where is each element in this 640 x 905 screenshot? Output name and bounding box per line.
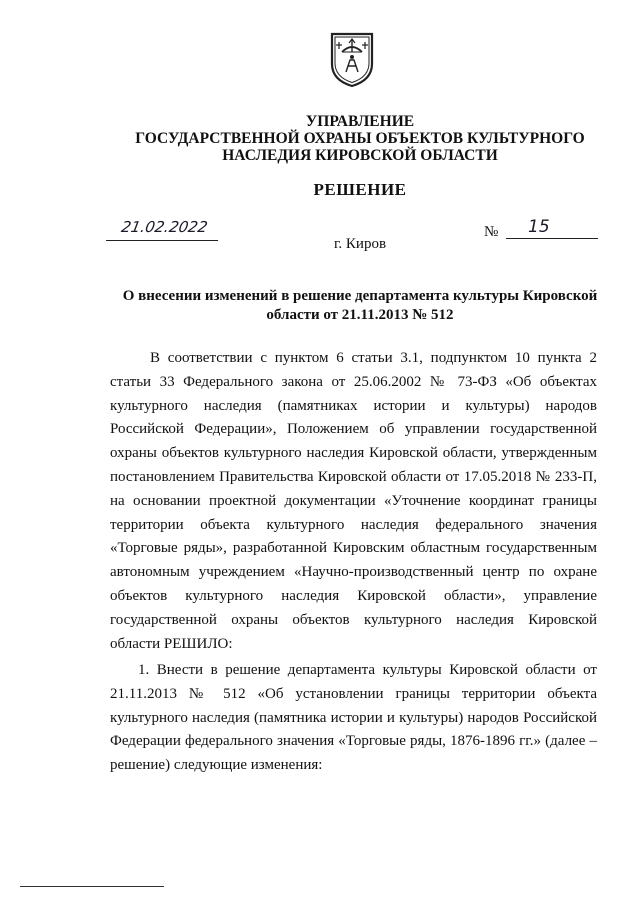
agency-name-line-3: НАСЛЕДИЯ КИРОВСКОЙ ОБЛАСТИ [222, 147, 498, 164]
number-label: № [484, 224, 499, 240]
document-subject: О внесении изменений в решение департамента культуры Кировской области от 21.11.2013 № 512 [122, 288, 598, 323]
city: г. Киров [333, 236, 387, 252]
footnote-divider [20, 886, 164, 887]
document-type-title: РЕШЕНИЕ [313, 180, 407, 199]
handwritten-date: 21.02.2022 [106, 218, 222, 241]
agency-name-line-1: УПРАВЛЕНИЕ [305, 113, 415, 130]
body-paragraph-2: 1. Внести в решение департамента культуры Кировской области от 21.11.2013 № 512 «Об установлении границы территории объекта культурного наследия (памятника истории и культуры) народов Российской Федерации федерального значения «Торговые ряды, 1876-1896 гг.» (далее – решение) следующие изменения: [110, 662, 597, 774]
agency-name-line-2: ГОСУДАРСТВЕННОЙ ОХРАНЫ ОБЪЕКТОВ КУЛЬТУРНОГО [135, 130, 585, 147]
body-paragraph-1: В соответствии с пунктом 6 статьи 3.1, подпунктом 10 пункта 2 статьи 33 Федерального закона от 25.06.2002 № 73-ФЗ «Об объектах культурного наследия (памятниках истории и культуры) народов Российской Федерации», Положением об управлении государственной охраны объектов культурного наследия Кировской области, утвержденным постановлением Правительства Кировской области от 17.05.2018 № 233-П, на основании проектной документации «Уточнение координат границы территории объекта культурного наследия федерального значения «Торговые ряды», разработанной Кировским областным государственным автономным учреждением «Научно-производственный центр по охране объектов культурного наследия Кировской области», управление государственной охраны объектов культурного наследия Кировской области РЕШИЛО: [110, 350, 597, 652]
handwritten-document-number: 15 [506, 217, 598, 239]
coat-of-arms-icon [328, 30, 376, 88]
